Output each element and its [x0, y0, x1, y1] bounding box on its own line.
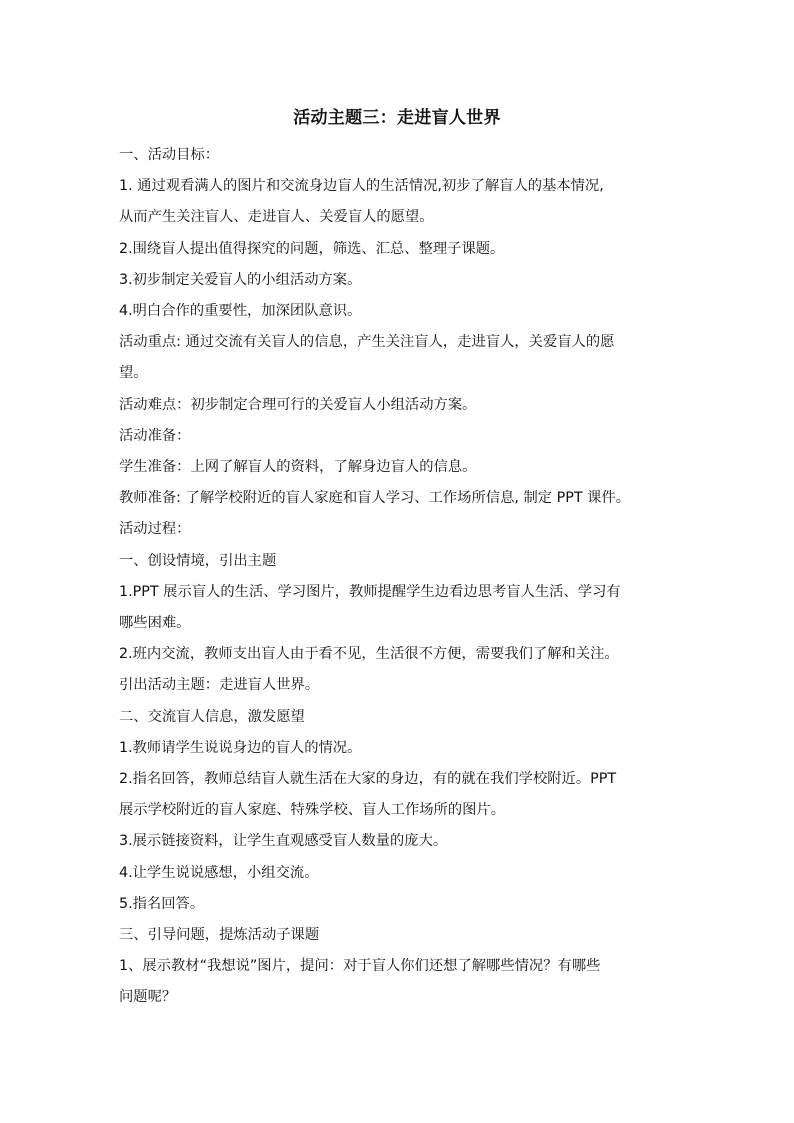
section-heading-1: 一、创设情境，引出主题 — [119, 552, 277, 569]
process-heading: 活动过程： — [119, 521, 191, 538]
document-title: 活动主题三：走进盲人世界 — [293, 108, 501, 128]
teacher-preparation: 教师准备: 了解学校附近的盲人家庭和盲人学习、工作场所信息, 制定 PPT 课件。 — [119, 490, 631, 507]
key-point-line-2: 望。 — [119, 365, 148, 382]
objective-1-line-1: 1. 通过观看满人的图片和交流身边盲人的生活情况,初步了解盲人的基本情况, — [119, 178, 604, 195]
step-2-2-line-1: 2.指名回答，教师总结盲人就生活在大家的身边，有的就在我们学校附近。PPT — [119, 771, 617, 788]
objective-4: 4.明白合作的重要性，加深团队意识。 — [119, 303, 362, 320]
step-2-2-line-2: 展示学校附近的盲人家庭、特殊学校、盲人工作场所的图片。 — [119, 802, 506, 819]
student-preparation: 学生准备：上网了解盲人的资料，了解身边盲人的信息。 — [119, 459, 477, 476]
objective-3: 3.初步制定关爱盲人的小组活动方案。 — [119, 271, 362, 288]
step-2-4: 4.让学生说说感想，小组交流。 — [119, 864, 319, 881]
section-heading-2: 二、交流盲人信息，激发愿望 — [119, 708, 305, 725]
objective-2: 2.围绕盲人提出值得探究的问题，筛选、汇总、整理子课题。 — [119, 240, 505, 257]
section-heading-objectives: 一、活动目标： — [119, 147, 220, 163]
step-1-1-line-2: 哪些困难。 — [119, 615, 191, 632]
step-2-3: 3.展示链接资料，让学生直观感受盲人数量的庞大。 — [119, 833, 448, 850]
difficult-point: 活动难点：初步制定合理可行的关爱盲人小组活动方案。 — [119, 396, 477, 413]
key-point-line-1: 活动重点: 通过交流有关盲人的信息，产生关注盲人，走进盲人，关爱盲人的愿 — [119, 334, 615, 351]
step-3-1-line-2: 问题呢？ — [119, 989, 177, 1006]
section-heading-3: 三、引导问题，提炼活动子课题 — [119, 927, 320, 944]
document-body — [119, 140, 677, 1014]
step-1-2-line-1: 2.班内交流，教师支出盲人由于看不见，生活很不方便，需要我们了解和关注。 — [119, 646, 619, 663]
step-1-1-line-1: 1.PPT 展示盲人的生活、学习图片，教师提醒学生边看边思考盲人生活、学习有 — [119, 583, 621, 600]
step-2-1: 1.教师请学生说说身边的盲人的情况。 — [119, 739, 362, 756]
step-3-1-line-1: 1、展示教材“我想说”图片，提问：对于盲人你们还想了解哪些情况？有哪些 — [119, 958, 601, 975]
preparation-heading: 活动准备： — [119, 427, 191, 444]
objective-1-line-2: 从而产生关注盲人、走进盲人、关爱盲人的愿望。 — [119, 209, 434, 226]
step-1-2-line-2: 引出活动主题：走进盲人世界。 — [119, 677, 320, 694]
step-2-5: 5.指名回答。 — [119, 895, 205, 912]
